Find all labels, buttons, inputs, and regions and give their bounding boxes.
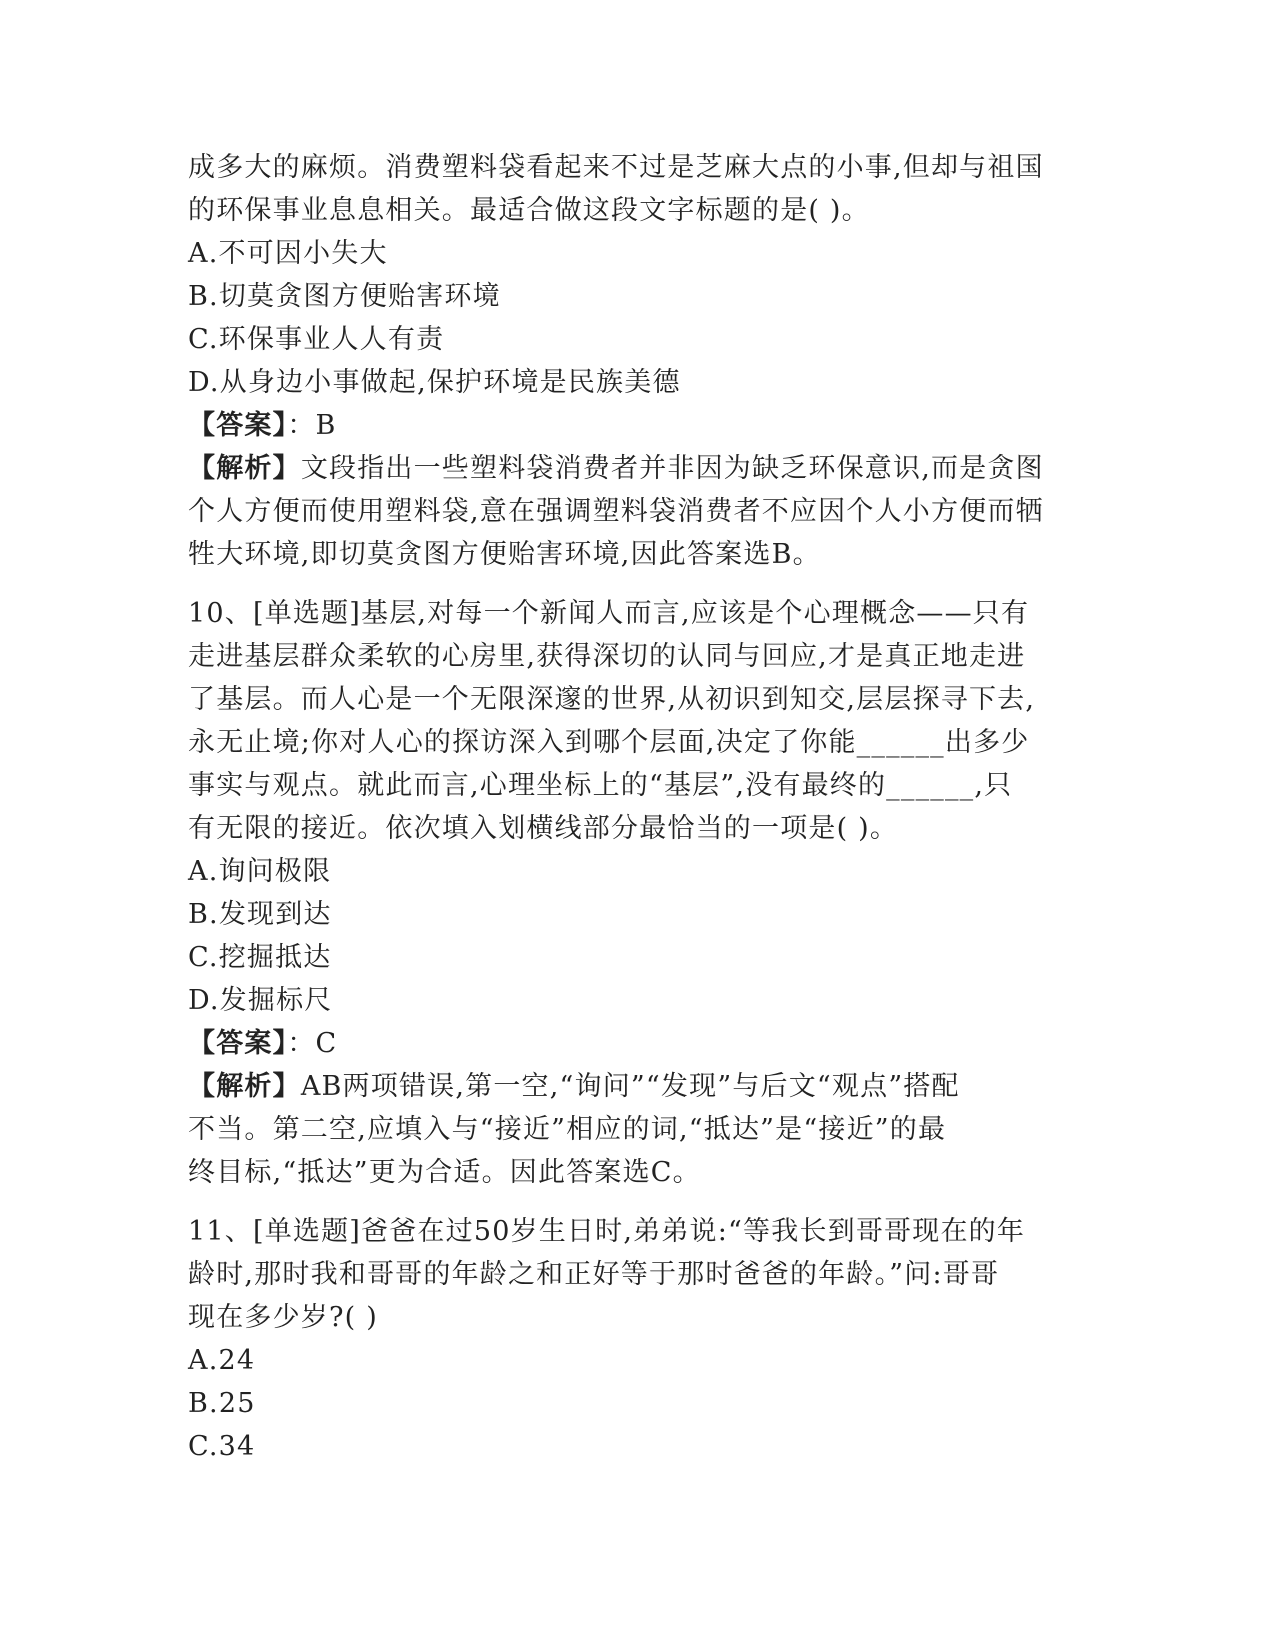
document-page [188,146,1088,1468]
question-stem-line: 永无止境;你对人心的探访深入到哪个层面,决定了你能______出多少 [188,727,1030,758]
option-c: C.34 [188,1431,256,1462]
option-d: D.发掘标尺 [188,985,333,1016]
analysis-text: 文段指出一些塑料袋消费者并非因为缺乏环保意识,而是贪图 [300,453,1044,484]
option-c: C.环保事业人人有责 [188,324,445,355]
answer-value: ：C [287,1028,338,1059]
analysis-line: 不当。第二空,应填入与“接近”相应的词,“抵达”是“接近”的最 [188,1114,947,1145]
answer-line [188,1022,1088,1065]
option-b: B.发现到达 [188,899,332,930]
analysis-line: 个人方便而使用塑料袋,意在强调塑料袋消费者不应因个人小方便而牺 [188,496,1044,527]
question-stem-line: 成多大的麻烦。消费塑料袋看起来不过是芝麻大点的小事,但却与祖国 [188,152,1044,183]
analysis-text: AB两项错误,第一空,“询问”“发现”与后文“观点”搭配 [300,1071,960,1102]
answer-line [188,404,1088,447]
question-9-block [188,146,1088,576]
question-spacer [188,1194,1088,1210]
option-a: A.24 [188,1345,256,1376]
analysis-label: 【解析】 [188,1071,301,1102]
question-stem-line: 11、[单选题]爸爸在过50岁生日时,弟弟说:“等我长到哥哥现在的年 [188,1216,1026,1247]
question-spacer [188,576,1088,592]
question-stem-line: 的环保事业息息相关。最适合做这段文字标题的是( )。 [188,195,870,226]
option-d: D.从身边小事做起,保护环境是民族美德 [188,367,681,398]
question-stem-line: 10、[单选题]基层,对每一个新闻人而言,应该是个心理概念——只有 [188,598,1030,629]
question-stem-line: 有无限的接近。依次填入划横线部分最恰当的一项是( )。 [188,813,899,844]
question-stem-line: 走进基层群众柔软的心房里,获得深切的认同与回应,才是真正地走进 [188,641,1026,672]
answer-value: ：B [287,410,337,441]
answer-label: 【答案】 [188,410,288,441]
question-11-block [188,1210,1088,1468]
question-stem-line: 了基层。而人心是一个无限深邃的世界,从初识到知交,层层探寻下去, [188,684,1036,715]
option-c: C.挖掘抵达 [188,942,332,973]
question-stem-line: 事实与观点。就此而言,心理坐标上的“基层”,没有最终的______,只 [188,770,1013,801]
analysis-line: 终目标,“抵达”更为合适。因此答案选C。 [188,1157,701,1188]
option-b: B.切莫贪图方便贻害环境 [188,281,501,312]
option-b: B.25 [188,1388,256,1419]
question-10-block [188,592,1088,1194]
answer-label: 【答案】 [188,1028,288,1059]
question-stem-line: 龄时,那时我和哥哥的年龄之和正好等于那时爸爸的年龄。”问:哥哥 [188,1259,1000,1290]
option-a: A.询问极限 [188,856,332,887]
analysis-label: 【解析】 [188,453,301,484]
analysis-line [188,447,1088,490]
analysis-line: 牲大环境,即切莫贪图方便贻害环境,因此答案选B。 [188,539,821,570]
analysis-line [188,1065,1088,1108]
question-stem-line: 现在多少岁?( ) [188,1302,378,1333]
option-a: A.不可因小失大 [188,238,388,269]
